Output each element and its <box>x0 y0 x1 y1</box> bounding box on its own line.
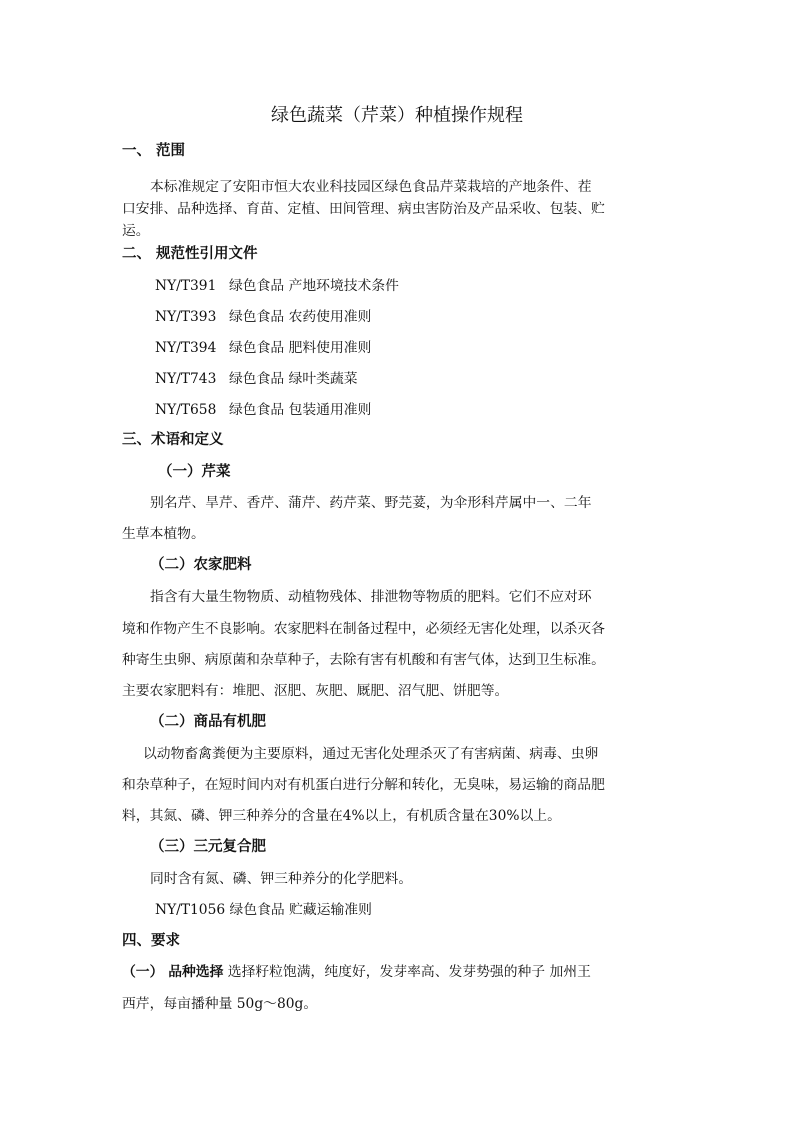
reference-code: NY/T393 <box>155 309 217 325</box>
reference-code: NY/T658 <box>155 402 217 418</box>
term-farm-manure-line-3: 种寄生虫卵、病原菌和杂草种子，去除有害有机酸和有害气体，达到卫生标准。 <box>122 652 605 668</box>
reference-item <box>155 401 371 419</box>
reference-code: NY/T394 <box>155 340 217 356</box>
scope-paragraph-line-1: 本标准规定了安阳市恒大农业科技园区绿色食品芹菜栽培的产地条件、茬 <box>150 179 592 195</box>
term-celery-line-2: 生草本植物。 <box>122 526 205 542</box>
requirement-variety-text: 选择籽粒饱满，纯度好，发芽率高、发芽势强的种子 加州王 <box>223 964 591 980</box>
reference-item <box>155 339 371 357</box>
reference-item <box>155 308 371 326</box>
reference-title: 绿色食品 包装通用准则 <box>229 402 372 418</box>
term-heading-celery: （一）芹菜 <box>158 464 231 480</box>
requirement-variety-label: （一） 品种选择 <box>122 964 224 980</box>
term-farm-manure-line-2: 境和作物产生不良影响。农家肥料在制备过程中，必须经无害化处理，以杀灭各 <box>122 621 605 637</box>
reference-title: 绿色食品 产地环境技术条件 <box>229 278 399 294</box>
section-heading-terms: 三、术语和定义 <box>122 432 224 448</box>
reference-code: NY/T743 <box>155 371 217 387</box>
term-heading-compound-fertilizer: （三）三元复合肥 <box>150 839 266 855</box>
term-farm-manure-line-4: 主要农家肥料有：堆肥、沤肥、灰肥、厩肥、沼气肥、饼肥等。 <box>122 683 509 699</box>
reference-item <box>155 277 399 295</box>
term-compound-line-1: 同时含有氮、磷、钾三种养分的化学肥料。 <box>150 871 413 887</box>
term-celery-line-1: 别名芹、旱芹、香芹、蒲芹、药芹菜、野芫荽，为伞形科芹属中一、二年 <box>150 495 592 511</box>
section-heading-requirements: 四、要求 <box>122 933 180 949</box>
reference-storage-transport: NY/T1056 绿色食品 贮藏运输准则 <box>155 902 372 918</box>
term-heading-commercial-organic-fertilizer: （二）商品有机肥 <box>150 714 266 730</box>
scope-paragraph-line-3: 运。 <box>122 223 150 239</box>
scope-paragraph-line-2: 口安排、品种选择、育苗、定植、田间管理、病虫害防治及产品采收、包装、贮 <box>122 201 605 217</box>
requirement-variety-line-2: 西芹，每亩播种量 50g～80g。 <box>122 996 318 1012</box>
term-organic-line-1: 以动物畜禽粪便为主要原料，通过无害化处理杀灭了有害病菌、病毒、虫卵 <box>143 746 599 762</box>
reference-title: 绿色食品 肥料使用准则 <box>229 340 372 356</box>
reference-item <box>155 370 358 388</box>
term-heading-farm-manure: （二）农家肥料 <box>150 557 252 573</box>
section-heading-scope: 一、 范围 <box>122 143 186 159</box>
document-title: 绿色蔬菜（芹菜）种植操作规程 <box>271 105 523 126</box>
reference-title: 绿色食品 绿叶类蔬菜 <box>229 371 358 387</box>
term-organic-line-3: 料，其氮、磷、钾三种养分的含量在4%以上，有机质含量在30%以上。 <box>122 808 561 824</box>
term-farm-manure-line-1: 指含有大量生物物质、动植物残体、排泄物等物质的肥料。它们不应对环 <box>150 589 592 605</box>
term-organic-line-2: 和杂草种子，在短时间内对有机蛋白进行分解和转化，无臭味，易运输的商品肥 <box>122 777 605 793</box>
requirement-variety-line-1 <box>122 963 591 981</box>
reference-title: 绿色食品 农药使用准则 <box>229 309 372 325</box>
reference-code: NY/T391 <box>155 278 217 294</box>
section-heading-references: 二、 规范性引用文件 <box>122 246 258 262</box>
